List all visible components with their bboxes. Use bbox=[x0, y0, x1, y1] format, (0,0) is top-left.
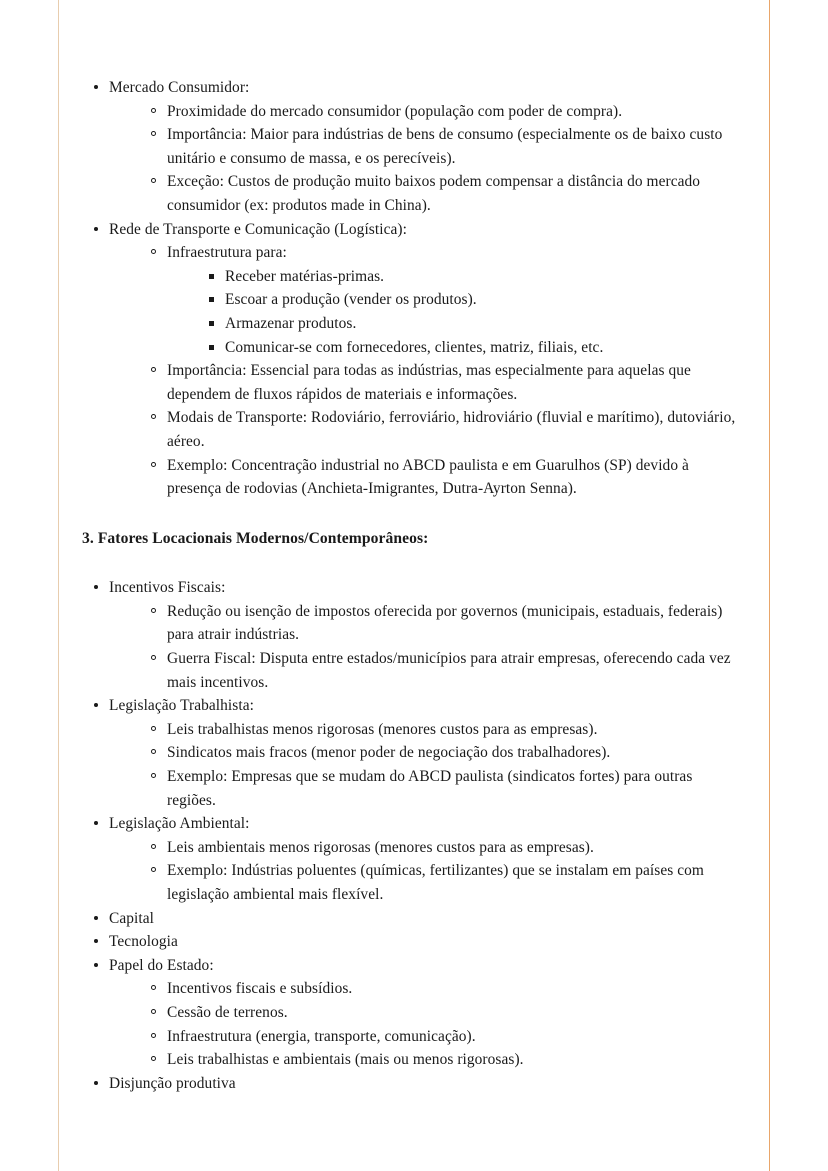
section-heading: 3. Fatores Locacionais Modernos/Contemporâneos: bbox=[82, 529, 429, 547]
circle-bullet-icon bbox=[151, 1056, 156, 1061]
list-item bbox=[198, 336, 742, 360]
circle-bullet-icon bbox=[151, 749, 156, 754]
list-item bbox=[82, 76, 742, 218]
list-item bbox=[140, 977, 742, 1001]
list-item bbox=[82, 930, 742, 954]
list-item bbox=[140, 647, 742, 694]
list-item-label: Cessão de terrenos. bbox=[167, 1003, 288, 1021]
list-item bbox=[140, 836, 742, 860]
list-item-label: Exemplo: Concentração industrial no ABCD paulista e em Guarulhos (SP) devido à presença de rodovias (Anchieta-Imigrantes, Dutra-Ayrton Senna). bbox=[167, 456, 689, 498]
list-item-label: Exemplo: Indústrias poluentes (químicas, fertilizantes) que se instalam em países com legislação ambiental mais flexível. bbox=[167, 862, 704, 903]
list-item bbox=[82, 1072, 742, 1096]
square-bullet-icon bbox=[209, 345, 214, 350]
list-item-label: Proximidade do mercado consumidor (população com poder de compra). bbox=[167, 102, 623, 120]
spacer bbox=[82, 501, 742, 527]
list-item-label: Receber matérias-primas. bbox=[225, 267, 385, 285]
circle-bullet-icon bbox=[151, 108, 156, 113]
circle-bullet-icon bbox=[151, 985, 156, 990]
list-item bbox=[198, 265, 742, 289]
list-item bbox=[140, 406, 742, 453]
list-item bbox=[198, 312, 742, 336]
list-item-label: Exemplo: Empresas que se mudam do ABCD paulista (sindicatos fortes) para outras regiões. bbox=[167, 768, 693, 809]
list-item-label: Importância: Essencial para todas as indústrias, mas especialmente para aquelas que dependem de fluxos rápidos de materiais e informações. bbox=[167, 362, 691, 403]
list-item-label: Legislação Trabalhista: bbox=[109, 697, 254, 715]
list-item bbox=[140, 1048, 742, 1072]
list-item bbox=[82, 218, 742, 501]
list-item bbox=[140, 241, 742, 359]
circle-bullet-icon bbox=[151, 367, 156, 372]
list-item-label: Legislação Ambiental: bbox=[109, 815, 250, 833]
list-item bbox=[198, 288, 742, 312]
list-item bbox=[140, 123, 742, 170]
circle-bullet-icon bbox=[151, 249, 156, 254]
list-item bbox=[140, 454, 742, 501]
list-item-label: Leis trabalhistas e ambientais (mais ou menos rigorosas). bbox=[167, 1051, 524, 1069]
disc-bullet-icon bbox=[94, 703, 98, 707]
outline-sublist bbox=[140, 241, 742, 501]
list-item bbox=[140, 859, 742, 906]
document-page bbox=[58, 0, 770, 1171]
list-item-label: Leis trabalhistas menos rigorosas (menores custos para as empresas). bbox=[167, 720, 598, 738]
circle-bullet-icon bbox=[151, 773, 156, 778]
disc-bullet-icon bbox=[94, 916, 98, 920]
outline-subsublist bbox=[198, 265, 742, 359]
list-item-label: Guerra Fiscal: Disputa entre estados/municípios para atrair empresas, oferecendo cada vez mais incentivos. bbox=[167, 650, 731, 691]
list-item-label: Infraestrutura para: bbox=[167, 244, 287, 262]
outline-list-upper bbox=[82, 76, 742, 501]
list-item bbox=[140, 765, 742, 812]
disc-bullet-icon bbox=[94, 1081, 98, 1085]
circle-bullet-icon bbox=[151, 178, 156, 183]
list-item bbox=[140, 170, 742, 217]
circle-bullet-icon bbox=[151, 844, 156, 849]
circle-bullet-icon bbox=[151, 608, 156, 613]
list-item-label: Sindicatos mais fracos (menor poder de negociação dos trabalhadores). bbox=[167, 744, 611, 762]
circle-bullet-icon bbox=[151, 131, 156, 136]
circle-bullet-icon bbox=[151, 655, 156, 660]
list-item bbox=[82, 907, 742, 931]
outline-sublist bbox=[140, 100, 742, 218]
square-bullet-icon bbox=[209, 297, 214, 302]
outline-sublist bbox=[140, 600, 742, 694]
list-item-label: Leis ambientais menos rigorosas (menores custos para as empresas). bbox=[167, 838, 594, 856]
disc-bullet-icon bbox=[94, 227, 98, 231]
outline-list-lower bbox=[82, 576, 742, 1095]
list-item-label: Exceção: Custos de produção muito baixos podem compensar a distância do mercado consumidor (ex: produtos made in China). bbox=[167, 173, 701, 214]
list-item-label: Rede de Transporte e Comunicação (Logística): bbox=[109, 220, 407, 238]
disc-bullet-icon bbox=[94, 821, 98, 825]
outline-sublist bbox=[140, 836, 742, 907]
list-item-label: Incentivos fiscais e subsídios. bbox=[167, 980, 353, 998]
list-item-label: Armazenar produtos. bbox=[225, 314, 357, 332]
circle-bullet-icon bbox=[151, 867, 156, 872]
circle-bullet-icon bbox=[151, 1033, 156, 1038]
circle-bullet-icon bbox=[151, 462, 156, 467]
disc-bullet-icon bbox=[94, 939, 98, 943]
outline-sublist bbox=[140, 718, 742, 812]
list-item-label: Mercado Consumidor: bbox=[109, 79, 250, 96]
disc-bullet-icon bbox=[94, 963, 98, 967]
circle-bullet-icon bbox=[151, 1009, 156, 1014]
list-item-label: Capital bbox=[109, 909, 154, 927]
list-item-label: Redução ou isenção de impostos oferecida por governos (municipais, estaduais, federais) para atrair indústrias. bbox=[167, 602, 723, 644]
document-content bbox=[82, 76, 742, 1095]
spacer bbox=[82, 550, 742, 576]
list-item-label: Comunicar-se com fornecedores, clientes, matriz, filiais, etc. bbox=[225, 338, 604, 356]
list-item-label: Tecnologia bbox=[109, 933, 178, 951]
list-item bbox=[140, 718, 742, 742]
list-item bbox=[82, 694, 742, 812]
disc-bullet-icon bbox=[94, 85, 98, 89]
list-item-label: Infraestrutura (energia, transporte, comunicação). bbox=[167, 1027, 476, 1045]
outline-sublist bbox=[140, 977, 742, 1071]
list-item-label: Disjunção produtiva bbox=[109, 1074, 236, 1092]
list-item bbox=[140, 1025, 742, 1049]
list-item bbox=[82, 954, 742, 1072]
disc-bullet-icon bbox=[94, 585, 98, 589]
list-item bbox=[140, 600, 742, 647]
list-item-label: Escoar a produção (vender os produtos). bbox=[225, 291, 477, 309]
list-item-label: Papel do Estado: bbox=[109, 956, 214, 974]
list-item bbox=[82, 576, 742, 694]
square-bullet-icon bbox=[209, 274, 214, 279]
circle-bullet-icon bbox=[151, 414, 156, 419]
list-item bbox=[82, 812, 742, 906]
list-item-label: Incentivos Fiscais: bbox=[109, 579, 226, 597]
list-item bbox=[140, 741, 742, 765]
list-item bbox=[140, 359, 742, 406]
list-item-label: Importância: Maior para indústrias de bens de consumo (especialmente os de baixo custo unitário e consumo de massa, e os perecíveis). bbox=[167, 126, 723, 167]
list-item-label: Modais de Transporte: Rodoviário, ferroviário, hidroviário (fluvial e marítimo), dutoviário, aéreo. bbox=[167, 409, 736, 450]
square-bullet-icon bbox=[209, 321, 214, 326]
list-item bbox=[140, 1001, 742, 1025]
list-item bbox=[140, 100, 742, 124]
circle-bullet-icon bbox=[151, 726, 156, 731]
